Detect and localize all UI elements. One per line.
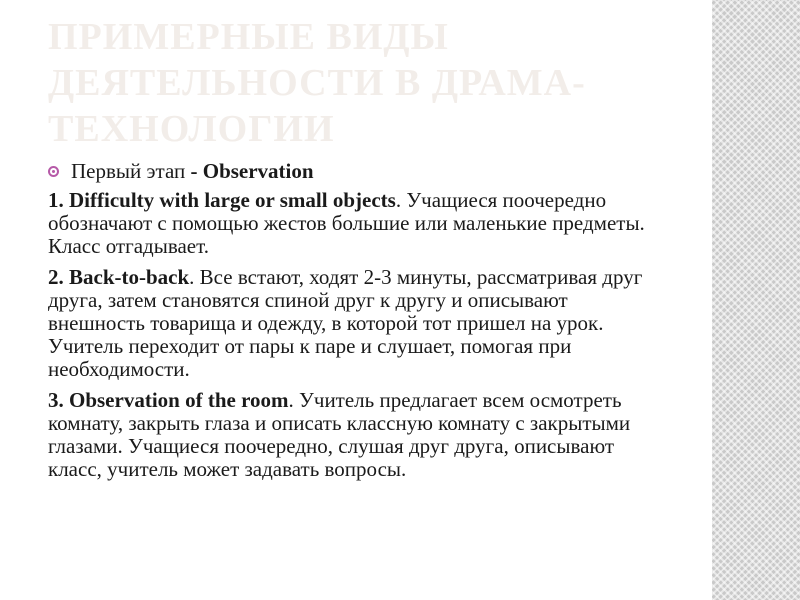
activity-label-2: 2. Back-to-back (48, 265, 190, 289)
slide-title: ПРИМЕРНЫЕ ВИДЫ ДЕЯТЕЛЬНОСТИ В ДРАМА-ТЕХНОЛОГИИ (48, 16, 586, 150)
activity-text-1: . Учащиеся поочередно обозначают с помощью жестов большие или маленькие предметы. Класс отгадывает. (48, 188, 645, 258)
activity-paragraph-1 (48, 189, 668, 258)
bullet-item (48, 160, 668, 183)
activity-text-3: . Учитель предлагает всем осмотреть комнату, закрыть глаза и описать классную комнату с закрытыми глазами. Учащиеся поочередно, слушая друг друга, описывают класс, учитель может задавать вопросы. (48, 388, 631, 481)
activity-paragraph-3 (48, 389, 668, 481)
bullet-term: Observation (202, 159, 314, 183)
bullet-prefix: Первый этап (71, 159, 186, 183)
bullet-separator: - (185, 159, 203, 183)
activity-label-1: 1. Difficulty with large or small objects (48, 188, 396, 212)
activity-paragraph-2 (48, 266, 668, 381)
activity-text-2: . Все встают, ходят 2-3 минуты, рассматривая друг друга, затем становятся спиной друг к другу и описывают внешность товарища и одежду, в которой тот пришел на урок. Учитель переходит от пары к паре и слушает, помогая при необходимости. (48, 265, 643, 381)
slide-content (48, 160, 668, 489)
activity-label-3: 3. Observation of the room (48, 388, 289, 412)
decorative-side-strip (712, 0, 800, 600)
circle-bullet-icon (48, 166, 59, 177)
bullet-text (71, 160, 314, 183)
